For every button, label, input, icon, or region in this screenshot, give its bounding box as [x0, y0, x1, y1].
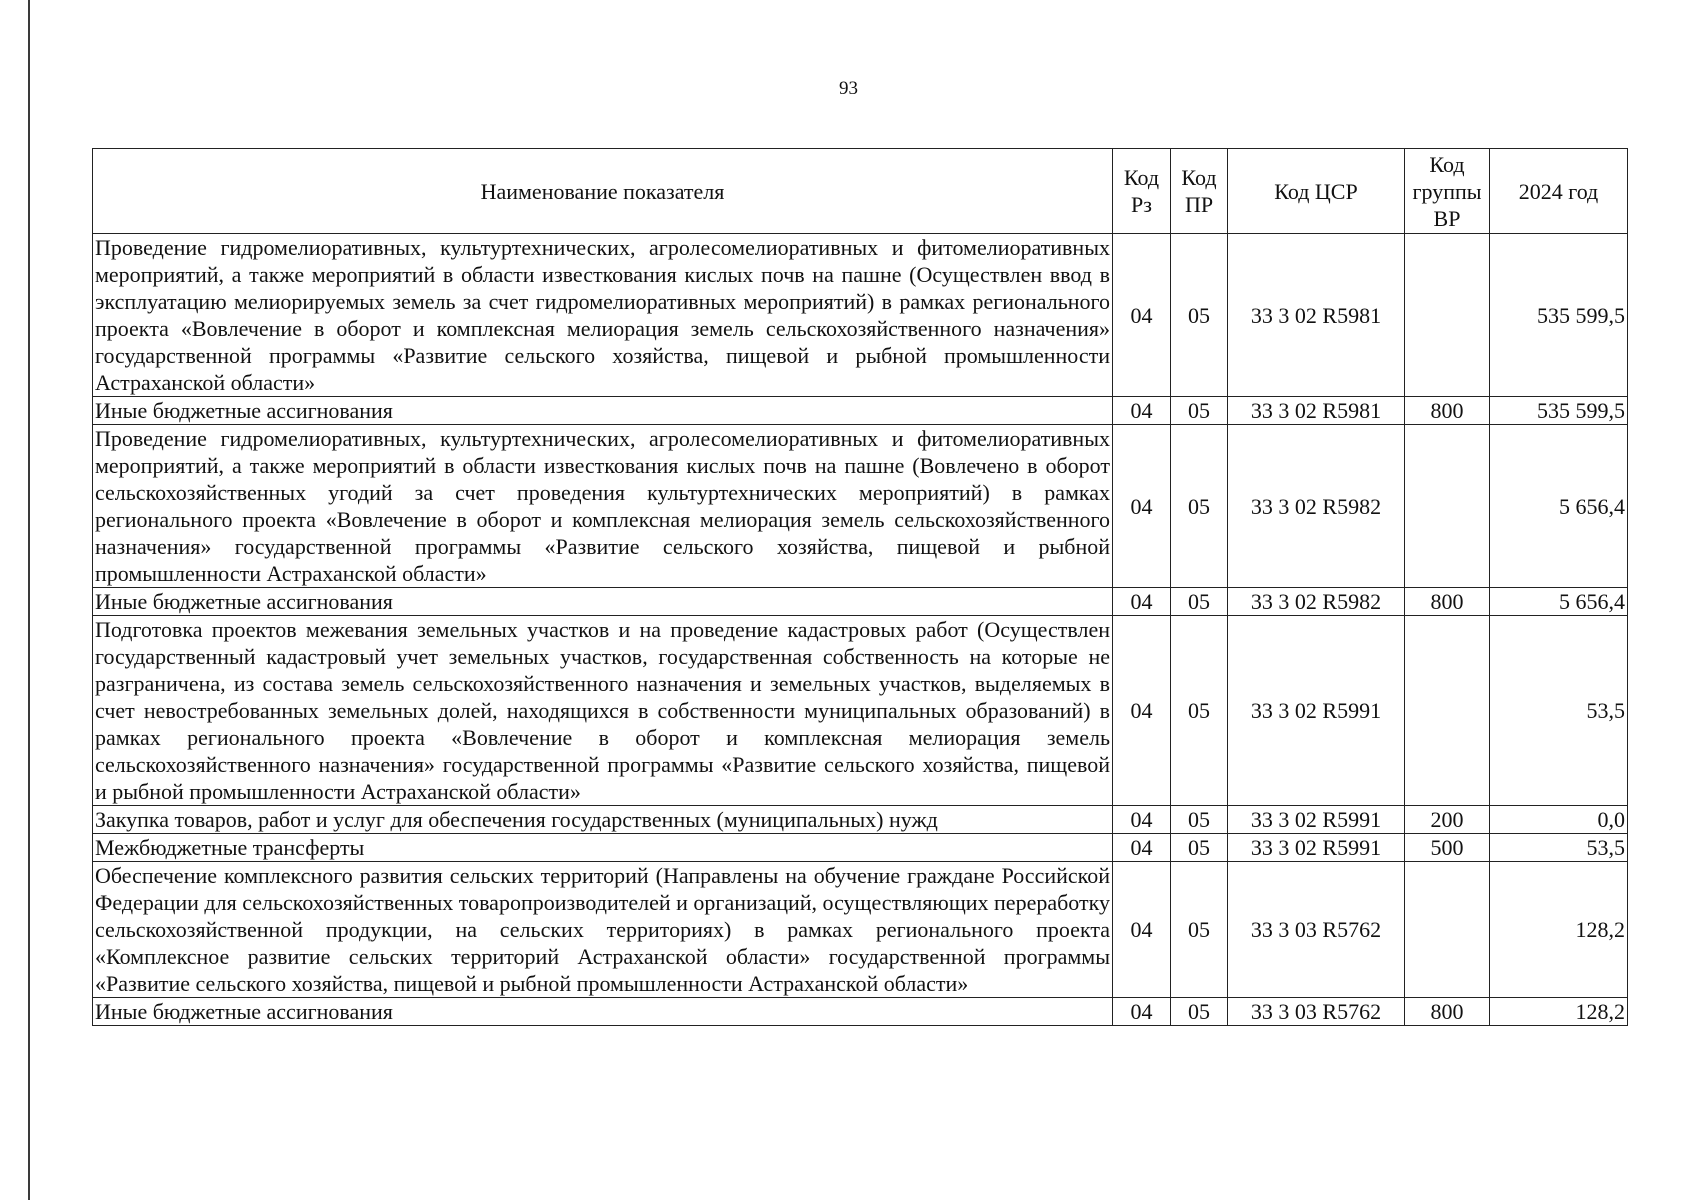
row-vr: [1405, 425, 1490, 588]
row-name: Подготовка проектов межевания земельных участков и на проведение кадастровых работ (Осуществлен государственный кадастровый учет земельных участков, государственная собственность на которые не разграничена, из состава земель сельскохозяйственного назначения и земельных участков, выделяемых в счет невостребованных земельных долей, находящихся в собственности муниципальных образований) в рамках регионального проекта «Вовлечение в оборот и комплексная мелиорация земель сельскохозяйственного назначения» государственной программы «Развитие сельского хозяйства, пищевой и рыбной промышленности Астраханской области»: [93, 616, 1113, 806]
row-rz: 04: [1113, 588, 1171, 616]
row-rz: 04: [1113, 834, 1171, 862]
row-vr: [1405, 616, 1490, 806]
row-amount: 5 656,4: [1490, 588, 1628, 616]
row-vr: 800: [1405, 998, 1490, 1026]
row-pr: 05: [1171, 998, 1228, 1026]
row-name: Проведение гидромелиоративных, культуртехнических, агролесомелиоративных и фитомелиоративных мероприятий, а также мероприятий в области известкования кислых почв на пашне (Вовлечено в оборот сельскохозяйственных угодий за счет проведения культуртехнических мероприятий) в рамках регионального проекта «Вовлечение в оборот и комплексная мелиорация земель сельскохозяйственного назначения» государственной программы «Развитие сельского хозяйства, пищевой и рыбной промышленности Астраханской области»: [93, 425, 1113, 588]
row-name: Иные бюджетные ассигнования: [93, 397, 1113, 425]
row-rz: 04: [1113, 862, 1171, 998]
row-csr: 33 3 03 R5762: [1228, 862, 1405, 998]
row-amount: 5 656,4: [1490, 425, 1628, 588]
row-amount: 128,2: [1490, 998, 1628, 1026]
row-amount: 535 599,5: [1490, 234, 1628, 397]
row-rz: 04: [1113, 397, 1171, 425]
row-rz: 04: [1113, 616, 1171, 806]
header-csr: Код ЦСР: [1228, 149, 1405, 234]
row-pr: 05: [1171, 234, 1228, 397]
row-csr: 33 3 02 R5991: [1228, 834, 1405, 862]
table-row: [93, 425, 1628, 588]
row-rz: 04: [1113, 234, 1171, 397]
row-name: Обеспечение комплексного развития сельских территорий (Направлены на обучение граждане Российской Федерации для сельскохозяйственных товаропроизводителей и организаций, осуществляющих переработку сельскохозяйственной продукции, на сельских территориях) в рамках регионального проекта «Комплексное развитие сельских территорий Астраханской области» государственной программы «Развитие сельского хозяйства, пищевой и рыбной промышленности Астраханской области»: [93, 862, 1113, 998]
row-csr: 33 3 02 R5991: [1228, 616, 1405, 806]
table-row: [93, 862, 1628, 998]
header-vr: Код группы ВР: [1405, 149, 1490, 234]
row-pr: 05: [1171, 862, 1228, 998]
row-rz: 04: [1113, 425, 1171, 588]
row-csr: 33 3 02 R5982: [1228, 588, 1405, 616]
row-csr: 33 3 02 R5982: [1228, 425, 1405, 588]
row-rz: 04: [1113, 998, 1171, 1026]
row-csr: 33 3 02 R5991: [1228, 806, 1405, 834]
row-name: Иные бюджетные ассигнования: [93, 588, 1113, 616]
row-csr: 33 3 02 R5981: [1228, 234, 1405, 397]
row-vr: 800: [1405, 397, 1490, 425]
row-amount: 128,2: [1490, 862, 1628, 998]
row-amount: 53,5: [1490, 616, 1628, 806]
row-pr: 05: [1171, 397, 1228, 425]
row-pr: 05: [1171, 834, 1228, 862]
row-amount: 535 599,5: [1490, 397, 1628, 425]
row-pr: 05: [1171, 806, 1228, 834]
row-pr: 05: [1171, 588, 1228, 616]
row-name: Межбюджетные трансферты: [93, 834, 1113, 862]
table-header-row: [93, 149, 1628, 234]
table-row: [93, 234, 1628, 397]
row-csr: 33 3 02 R5981: [1228, 397, 1405, 425]
header-year: 2024 год: [1490, 149, 1628, 234]
row-vr: [1405, 862, 1490, 998]
row-rz: 04: [1113, 806, 1171, 834]
header-name: Наименование показателя: [93, 149, 1113, 234]
row-vr: 500: [1405, 834, 1490, 862]
budget-table: [92, 148, 1628, 1026]
table-row: [93, 397, 1628, 425]
page-number: 93: [839, 78, 858, 99]
table-row: [93, 806, 1628, 834]
binding-margin-line: [28, 0, 30, 1200]
row-pr: 05: [1171, 425, 1228, 588]
row-vr: 200: [1405, 806, 1490, 834]
row-name: Иные бюджетные ассигнования: [93, 998, 1113, 1026]
table-row: [93, 834, 1628, 862]
row-amount: 53,5: [1490, 834, 1628, 862]
row-pr: 05: [1171, 616, 1228, 806]
row-csr: 33 3 03 R5762: [1228, 998, 1405, 1026]
row-vr: 800: [1405, 588, 1490, 616]
table-row: [93, 998, 1628, 1026]
row-amount: 0,0: [1490, 806, 1628, 834]
row-vr: [1405, 234, 1490, 397]
header-pr: Код ПР: [1171, 149, 1228, 234]
row-name: Закупка товаров, работ и услуг для обеспечения государственных (муниципальных) нужд: [93, 806, 1113, 834]
header-rz: Код Рз: [1113, 149, 1171, 234]
table-row: [93, 616, 1628, 806]
table-row: [93, 588, 1628, 616]
row-name: Проведение гидромелиоративных, культуртехнических, агролесомелиоративных и фитомелиоративных мероприятий, а также мероприятий в области известкования кислых почв на пашне (Осуществлен ввод в эксплуатацию мелиорируемых земель за счет гидромелиоративных мероприятий) в рамках регионального проекта «Вовлечение в оборот и комплексная мелиорация земель сельскохозяйственного назначения» государственной программы «Развитие сельского хозяйства, пищевой и рыбной промышленности Астраханской области»: [93, 234, 1113, 397]
